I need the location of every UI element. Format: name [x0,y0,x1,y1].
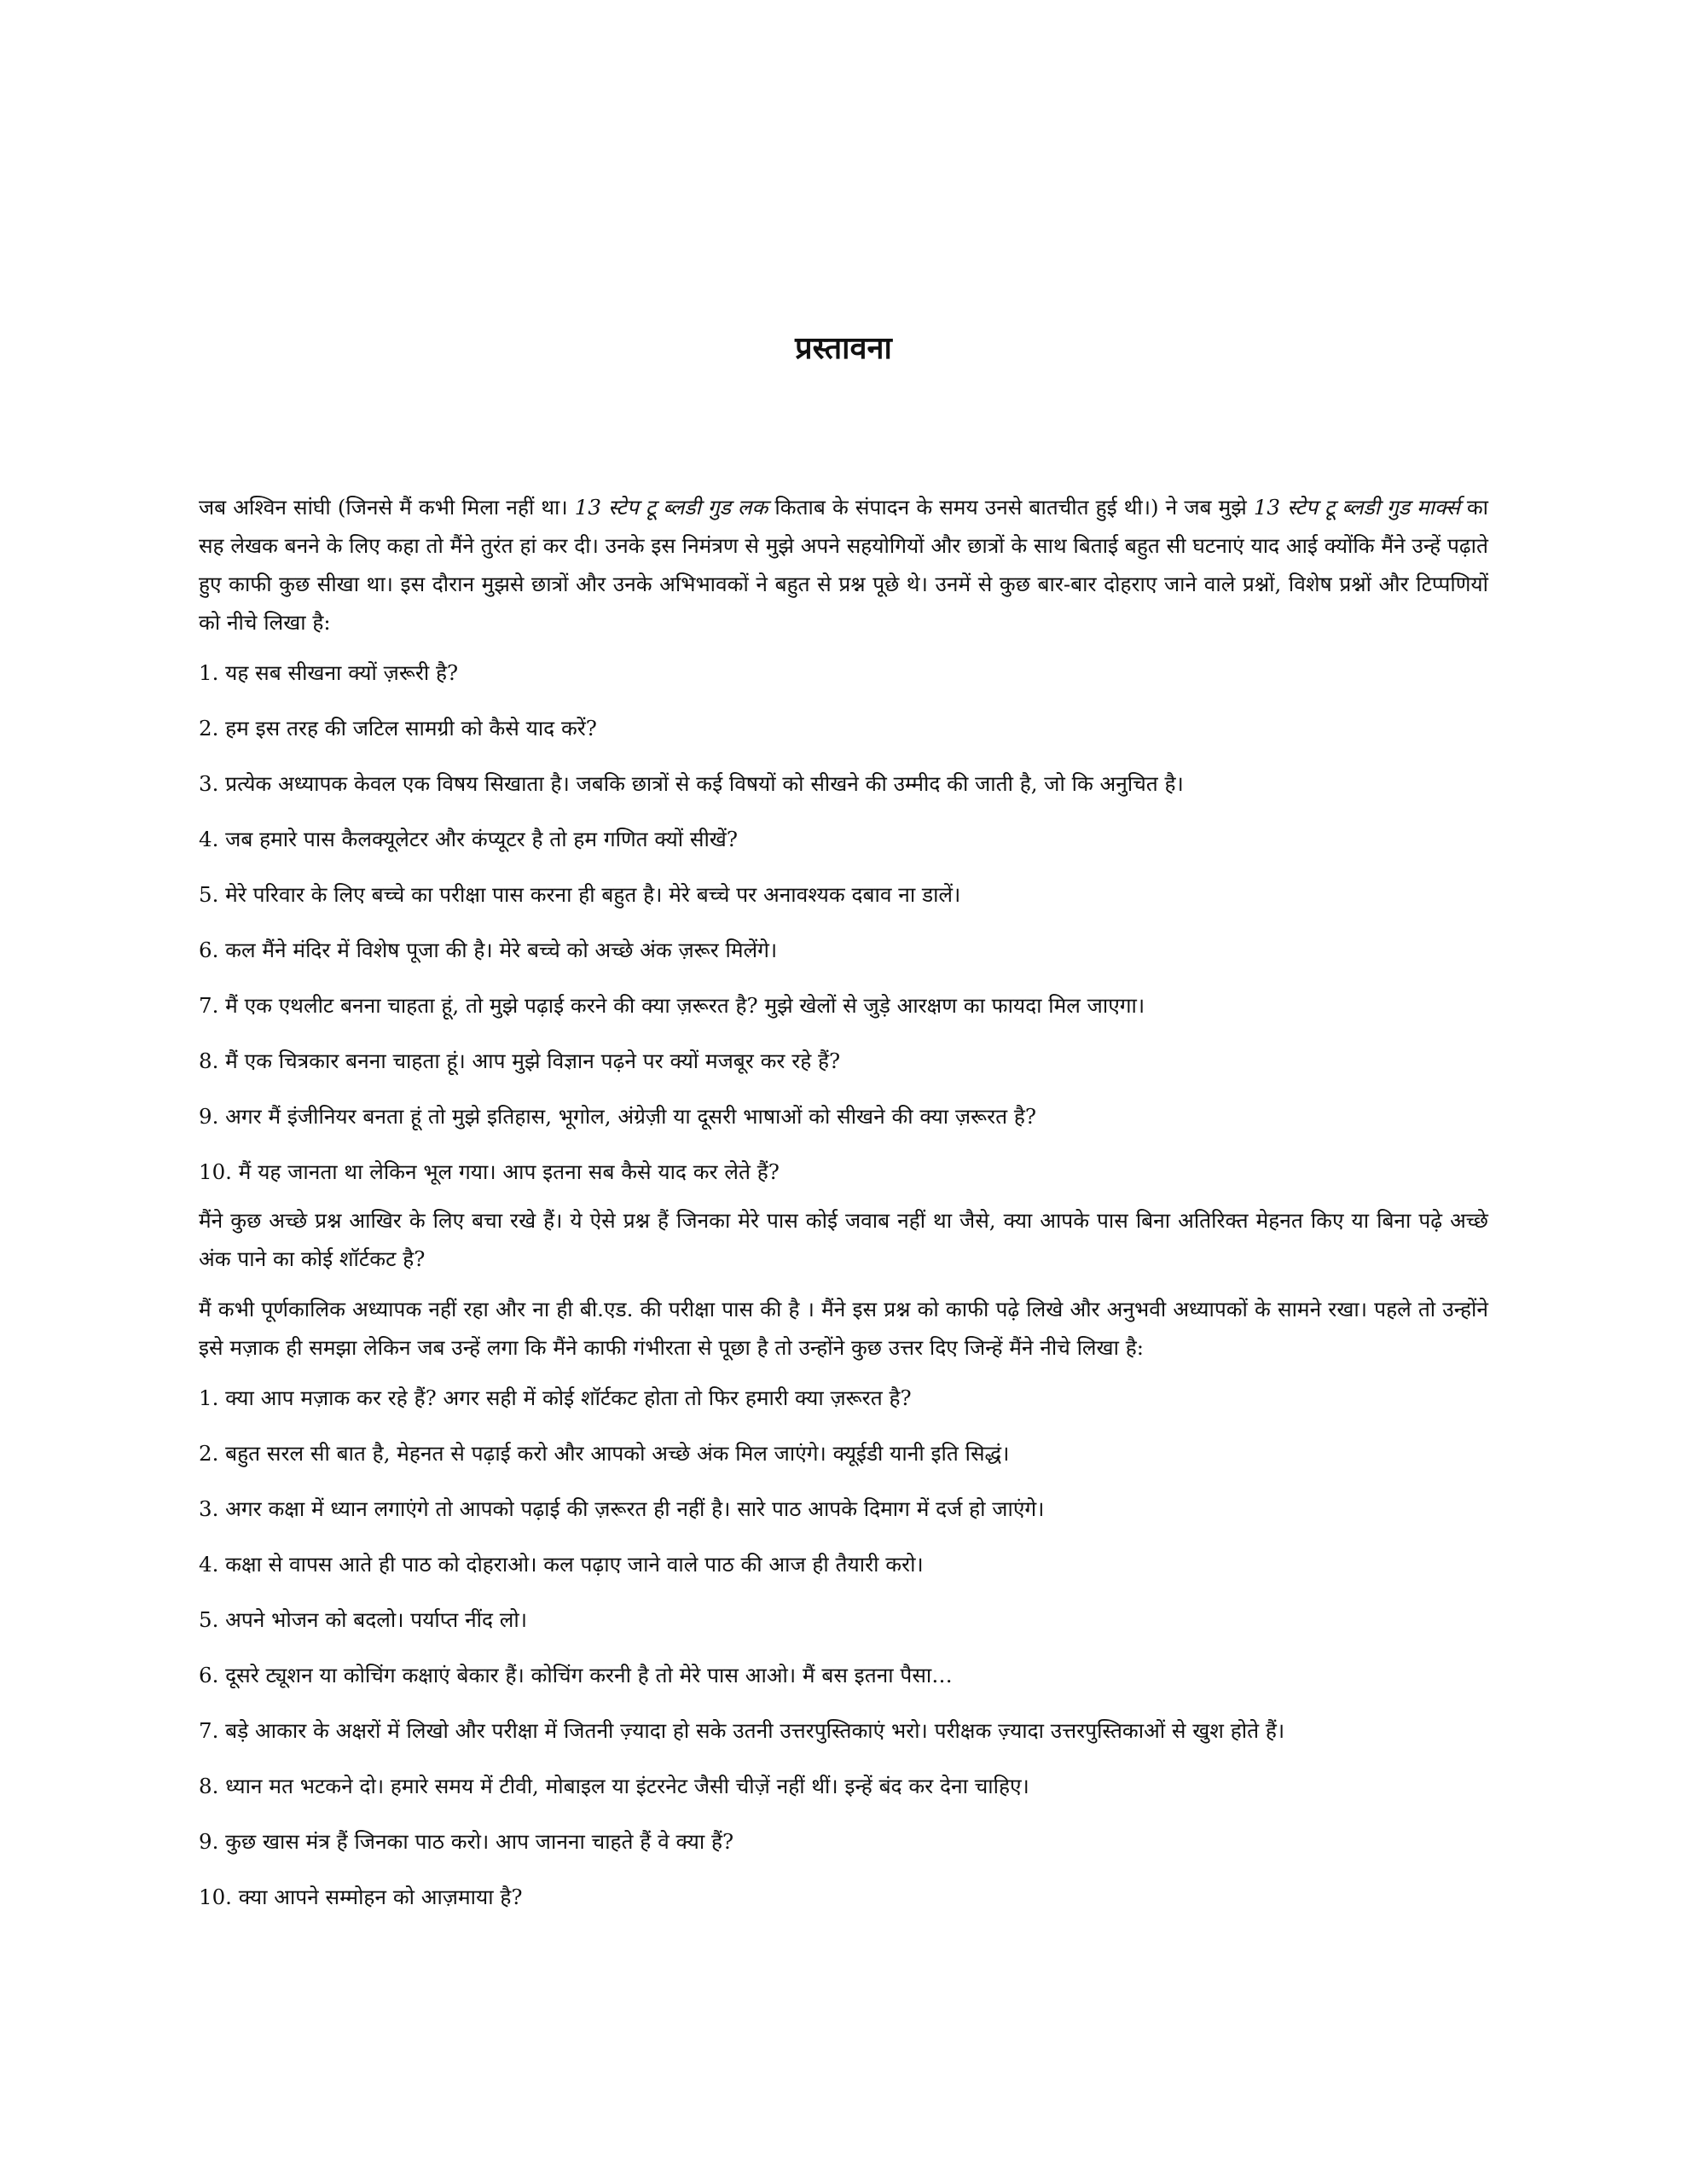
answers-list [199,1379,1488,1933]
intro-text-1: जब अश्विन सांघी (जिनसे मैं कभी मिला नहीं था। [199,495,575,520]
list-item: 10. क्या आपने सम्मोहन को आज़माया है? [199,1885,523,1909]
paragraph-teachers: मैं कभी पूर्णकालिक अध्यापक नहीं रहा और ना ही बी.एड. की परीक्षा पास की है । मैंने इस प्रश्न को काफी पढ़े लिखे और अनुभवी अध्यापकों के सामने रखा। पहले तो उन्होंने इसे मज़ाक ही समझा लेकिन जब उन्हें लगा कि मैंने काफी गंभीरता से पूछा है तो उन्होंने कुछ उत्तर दिए जिन्हें मैंने नीचे लिखा है: [199,1297,1488,1360]
questions-list [199,653,1488,1208]
paragraph-shortcut: मैंने कुछ अच्छे प्रश्न आखिर के लिए बचा रखे हैं। ये ऐसे प्रश्न हैं जिनका मेरे पास कोई जवाब नहीं था जैसे, क्या आपके पास बिना अतिरिक्त मेहनत किए या बिना पढ़े अच्छे अंक पाने का कोई शॉर्टकट है? [199,1208,1488,1271]
list-item: 6. कल मैंने मंदिर में विशेष पूजा की है। मेरे बच्चे को अच्छे अंक ज़रूर मिलेंगे। [199,938,778,962]
intro-paragraph [199,488,1488,642]
list-item: 9. कुछ खास मंत्र हैं जिनका पाठ करो। आप जानना चाहते हैं वे क्या हैं? [199,1829,734,1854]
list-item: 6. दूसरे ट्यूशन या कोचिंग कक्षाएं बेकार हैं। कोचिंग करनी है तो मेरे पास आओ। मैं बस इतना पैसा… [199,1663,953,1687]
list-item: 4. कक्षा से वापस आते ही पाठ को दोहराओ। कल पढ़ाए जाने वाले पाठ की आज ही तैयारी करो। [199,1552,924,1577]
list-item: 5. मेरे परिवार के लिए बच्चे का परीक्षा पास करना ही बहुत है। मेरे बच्चे पर अनावश्यक दबाव ना डालें। [199,882,961,907]
list-item: 5. अपने भोजन को बदलो। पर्याप्त नींद लो। [199,1607,528,1632]
page-title: प्रस्तावना [795,330,892,366]
list-item: 7. बड़े आकार के अक्षरों में लिखो और परीक्षा में जितनी ज़्यादा हो सके उतनी उत्तरपुस्तिकाएं भरो। परीक्षक ज़्यादा उत्तरपुस्तिकाओं से खुश होते हैं। [199,1718,1285,1743]
list-item: 8. ध्यान मत भटकने दो। हमारे समय में टीवी, मोबाइल या इंटरनेट जैसी चीज़ें नहीं थीं। इन्हें बंद कर देना चाहिए। [199,1774,1029,1798]
list-item: 10. मैं यह जानता था लेकिन भूल गया। आप इतना सब कैसे याद कर लेते हैं? [199,1159,780,1184]
list-item: 1. यह सब सीखना क्यों ज़रूरी है? [199,660,459,685]
intro-text-2: किताब के संपादन के समय उनसे बातचीत हुई थी।) ने जब मुझे [768,495,1254,520]
document-body [199,488,1488,1933]
list-item: 8. मैं एक चित्रकार बनना चाहता हूं। आप मुझे विज्ञान पढ़ने पर क्यों मजबूर कर रहे हैं? [199,1048,841,1073]
intro-text-3: का सह लेखक बनने के लिए कहा तो मैंने तुरंत हां कर दी। उनके इस निमंत्रण से मुझे अपने सहयोगियों और छात्रों के साथ बिताई बहुत सी घटनाएं याद आई क्योंकि मैंने उन्हें पढ़ाते हुए काफी कुछ सीखा था। इस दौरान मुझसे छात्रों और उनके अभिभावकों ने बहुत से प्रश्न पूछे थे। उनमें से कुछ बार-बार दोहराए जाने वाले प्रश्नों, विशेष प्रश्नों और टिप्पणियों को नीचे लिखा है: [199,495,1489,635]
list-item: 2. बहुत सरल सी बात है, मेहनत से पढ़ाई करो और आपको अच्छे अंक मिल जाएंगे। क्यूईडी यानी इति सिद्धं। [199,1441,1010,1466]
list-item: 2. हम इस तरह की जटिल सामग्री को कैसे याद करें? [199,716,597,741]
book-title-1: 13 स्टेप टू ब्लडी गुड लक [574,495,768,520]
list-item: 3. अगर कक्षा में ध्यान लगाएंगे तो आपको पढ़ाई की ज़रूरत ही नहीं है। सारे पाठ आपके दिमाग में दर्ज हो जाएंगे। [199,1496,1045,1521]
list-item: 7. मैं एक एथलीट बनना चाहता हूं, तो मुझे पढ़ाई करने की क्या ज़रूरत है? मुझे खेलों से जुड़े आरक्षण का फायदा मिल जाएगा। [199,993,1145,1018]
list-item: 4. जब हमारे पास कैलक्यूलेटर और कंप्यूटर है तो हम गणित क्यों सीखें? [199,827,738,851]
book-title-2: 13 स्टेप टू ब्लडी गुड मार्क्स [1253,495,1460,520]
list-item: 1. क्या आप मज़ाक कर रहे हैं? अगर सही में कोई शॉर्टकट होता तो फिर हमारी क्या ज़रूरत है? [199,1385,912,1410]
list-item: 3. प्रत्येक अध्यापक केवल एक विषय सिखाता है। जबकि छात्रों से कई विषयों को सीखने की उम्मीद की जाती है, जो कि अनुचित है। [199,771,1184,796]
list-item: 9. अगर मैं इंजीनियर बनता हूं तो मुझे इतिहास, भूगोल, अंग्रेज़ी या दूसरी भाषाओं को सीखने की क्या ज़रूरत है? [199,1104,1036,1129]
